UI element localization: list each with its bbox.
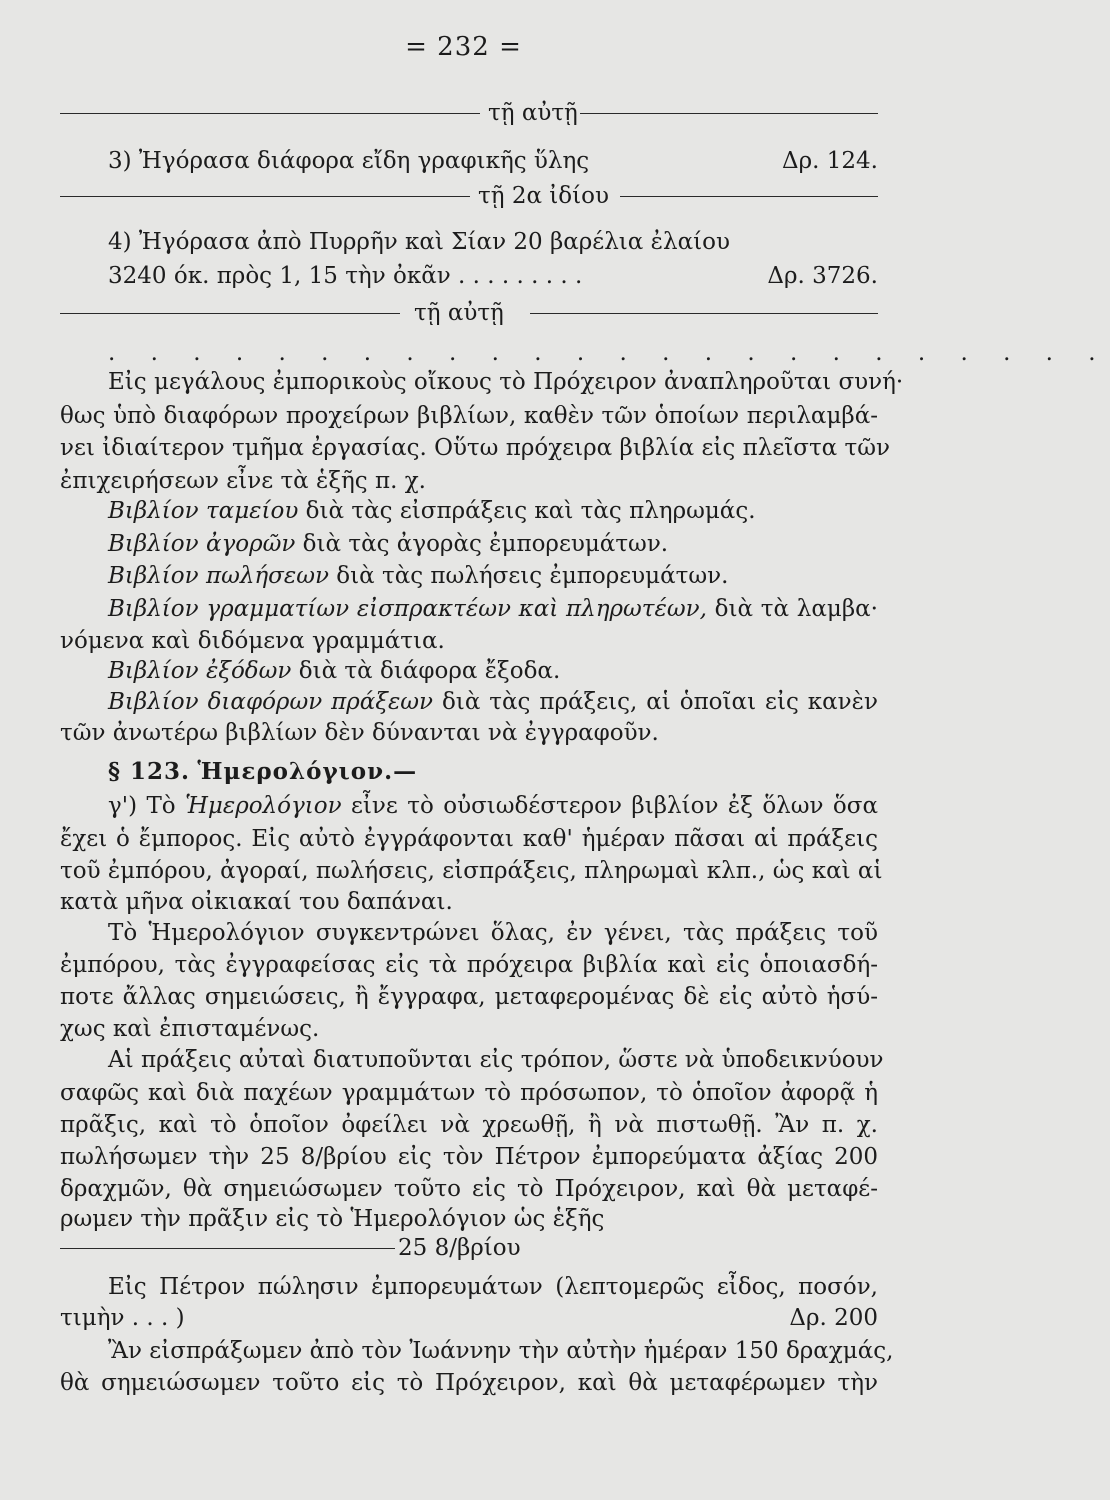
date-separator [60, 181, 878, 211]
book-list-item [108, 496, 878, 526]
book-list-continuation: τῶν ἀνωτέρω βιβλίων δὲν δύνανται νὰ ἐγγραφοῦν. [60, 720, 659, 746]
paragraph-line: κατὰ μῆνα οἰκιακαί του δαπάναι. [60, 889, 453, 915]
paragraph-line: γ') Τὸ Ἡμερολόγιον εἶνε τὸ οὐσιωδέστερον βιβλίον ἐξ ὅλων ὅσα [108, 793, 878, 819]
separator-rule [60, 1248, 395, 1249]
separator-label: 25 8/βρίου [398, 1235, 521, 1261]
book-list-item [108, 529, 878, 559]
entry-text: 3) Ἠγόρασα διάφορα εἴδη γραφικῆς ὕλης [108, 148, 590, 174]
paragraph-line: ἐμπόρου, τὰς ἐγγραφείσας εἰς τὰ πρόχειρα βιβλία καὶ εἰς ὁποιασδή- [60, 952, 878, 978]
paragraph-line: Αἱ πράξεις αὐταὶ διατυποῦνται εἰς τρόπον, ὥστε νὰ ὑποδεικνύουν [108, 1047, 884, 1073]
book-desc: διὰ τὰς πωλήσεις ἐμπορευμάτων. [328, 563, 729, 589]
leader-dots: . . . . . . . . . [458, 263, 583, 289]
entry-amount: Δρ. 124. [782, 148, 878, 174]
book-title: Βιβλίον πωλήσεων [108, 563, 329, 589]
journal-entry-line: Εἰς Πέτρον πώλησιν ἐμπορευμάτων (λεπτομερῶς εἶδος, ποσόν, [108, 1274, 878, 1300]
page-number: = 232 = [405, 32, 522, 62]
book-desc: διὰ τὰς πράξεις, αἱ ὁποῖαι εἰς κανὲν [433, 689, 878, 715]
book-title: Βιβλίον ταμείου [108, 498, 299, 524]
paragraph-line: τοῦ ἐμπόρου, ἀγοραί, πωλήσεις, εἰσπράξεις, πληρωμαὶ κλπ., ὡς καὶ αἱ [60, 858, 883, 884]
book-desc: διὰ τὰς εἰσπράξεις καὶ τὰς πληρωμάς. [298, 498, 756, 524]
journal-entry [60, 1303, 878, 1333]
paragraph-line: θως ὑπὸ διαφόρων προχείρων βιβλίων, καθὲν τῶν ὁποίων περιλαμβά- [60, 403, 878, 429]
paragraph-line: πρᾶξις, καὶ τὸ ὁποῖον ὀφείλει νὰ χρεωθῇ, ἢ νὰ πιστωθῇ. Ἂν π. χ. [60, 1112, 878, 1138]
separator-label: τῇ αὐτῇ [414, 300, 504, 326]
book-title: Βιβλίον γραμματίων εἰσπρακτέων καὶ πληρωτέων, [108, 596, 707, 622]
book-desc: διὰ τὰ διάφορα ἔξοδα. [291, 658, 561, 684]
paragraph-line: νει ἰδιαίτερον τμῆμα ἐργασίας. Οὕτω πρόχειρα βιβλία εἰς πλεῖστα τῶν [60, 435, 890, 461]
paragraph-line: ἐπιχειρήσεων εἶνε τὰ ἑξῆς π. χ. [60, 468, 426, 494]
paragraph-line: ποτε ἄλλας σημειώσεις, ἢ ἔγγραφα, μεταφερομένας δὲ εἰς αὐτὸ ἡσύ- [60, 984, 878, 1010]
book-list-continuation: νόμενα καὶ διδόμενα γραμμάτια. [60, 628, 445, 654]
separator-label: τῇ 2α ἰδίου [478, 183, 610, 209]
journal-entry [108, 146, 878, 176]
paragraph-line: Τὸ Ἡμερολόγιον συγκεντρώνει ὅλας, ἐν γένει, τὰς πράξεις τοῦ [108, 920, 878, 946]
paragraph-line: ἔχει ὁ ἔμπορος. Εἰς αὐτὸ ἐγγράφονται καθ' ἡμέραν πᾶσαι αἱ πράξεις [60, 826, 878, 852]
entry-amount: Δρ. 3726. [767, 263, 878, 289]
book-title: Βιβλίον διαφόρων πράξεων [108, 689, 434, 715]
separator-rule [620, 196, 878, 197]
paragraph-line: δραχμῶν, θὰ σημειώσωμεν τοῦτο εἰς τὸ Πρόχειρον, καὶ θὰ μεταφέ- [60, 1176, 878, 1202]
book-list-item [108, 687, 878, 717]
entry-text: τιμὴν . . . ) [60, 1305, 185, 1331]
section-heading [108, 757, 878, 787]
ellipsis-row: . . . . . . . . . . . . . . . . . . . . . . . . [108, 340, 1110, 366]
section-number: § 123. [108, 758, 191, 785]
paragraph-line: θὰ σημειώσωμεν τοῦτο εἰς τὸ Πρόχειρον, καὶ θὰ μεταφέρωμεν τὴν [60, 1370, 878, 1396]
date-separator [60, 298, 878, 328]
book-desc: διὰ τὰς ἀγορὰς ἐμπορευμάτων. [295, 531, 669, 557]
paragraph-line: πωλήσωμεν τὴν 25 8/βρίου εἰς τὸν Πέτρον ἐμπορεύματα ἀξίας 200 [60, 1144, 878, 1170]
book-title: Βιβλίον ἀγορῶν [108, 531, 296, 557]
separator-rule [580, 113, 878, 114]
paragraph-line: Ἂν εἰσπράξωμεν ἀπὸ τὸν Ἰωάννην τὴν αὐτὴν ἡμέραν 150 δραχμάς, [108, 1338, 894, 1364]
separator-rule [530, 313, 878, 314]
book-desc: διὰ τὰ λαμβα· [706, 596, 878, 622]
section-title: Ἡμερολόγιον.— [197, 758, 418, 785]
separator-label: τῇ αὐτῇ [488, 100, 578, 126]
entry-text: 3240 όκ. πρὸς 1, 15 τὴν ὀκᾶν [108, 263, 451, 289]
entry-text: 4) Ἠγόρασα ἀπὸ Πυρρῆν καὶ Σίαν 20 βαρέλια ἐλαίου [108, 229, 730, 255]
paragraph-line: Εἰς μεγάλους ἐμπορικοὺς οἴκους τὸ Πρόχειρον ἀναπληροῦται συνή· [108, 369, 904, 395]
paragraph-line: σαφῶς καὶ διὰ παχέων γραμμάτων τὸ πρόσωπον, τὸ ὁποῖον ἀφορᾷ ἡ [60, 1080, 878, 1106]
book-list-item [108, 561, 878, 591]
book-list-item [108, 594, 878, 624]
separator-rule [60, 313, 400, 314]
book-list-item [108, 656, 878, 686]
separator-rule [60, 113, 480, 114]
book-title: Βιβλίον ἐξόδων [108, 658, 292, 684]
journal-entry [108, 261, 878, 291]
date-separator [60, 98, 878, 128]
entry-amount: Δρ. 200 [789, 1305, 878, 1331]
paragraph-line: χως καὶ ἐπισταμένως. [60, 1016, 320, 1042]
date-separator [60, 1233, 878, 1263]
separator-rule [60, 196, 470, 197]
paragraph-line: ρωμεν τὴν πρᾶξιν εἰς τὸ Ἡμερολόγιον ὡς ἑξῆς [60, 1206, 605, 1232]
